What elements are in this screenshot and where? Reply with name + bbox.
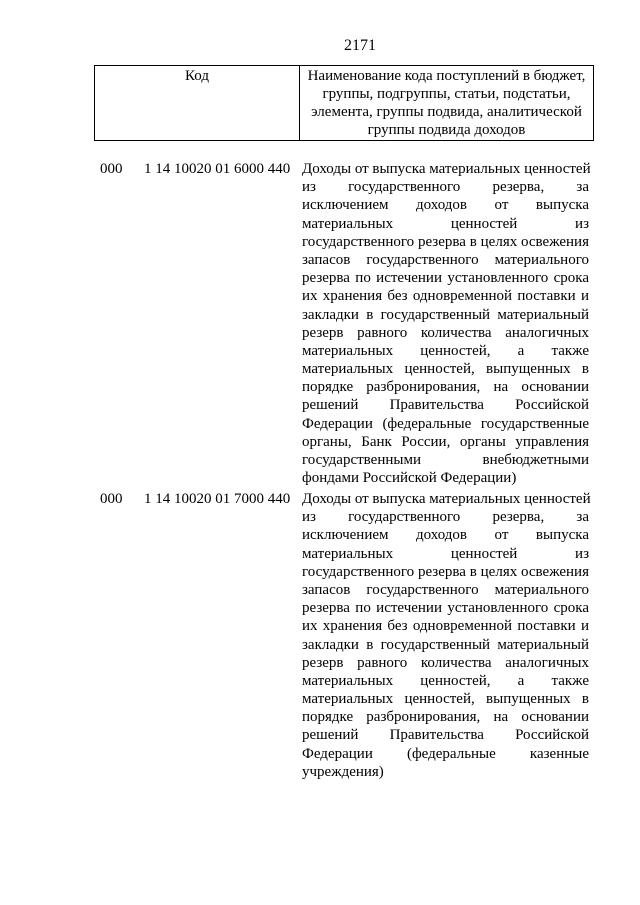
header-name-cell — [300, 66, 594, 141]
description-line: Федерации (федеральные казенные — [302, 745, 589, 762]
description-line: их хранения без одновременной поставки и — [302, 618, 589, 635]
header-name-line: Наименование кода поступлений в бюджет, — [307, 68, 586, 84]
description-line: государственного резерва в целях освежения — [302, 563, 589, 580]
description-line: запасов государственного материального — [302, 581, 589, 598]
description-line: порядке разбронирования, на основании — [302, 379, 589, 396]
description-line: исключением доходов от выпуска — [302, 197, 589, 214]
header-name-line: элемента, группы подвида, аналитической — [311, 104, 582, 120]
row-prefix: 000 — [100, 491, 123, 507]
description-line: резерва по истечении установленного срока — [302, 600, 589, 617]
description-line: резерв равного количества аналогичных — [302, 654, 589, 671]
description-line: закладки в государственный материальный — [302, 636, 589, 653]
description-line: решений Правительства Российской — [302, 727, 589, 744]
row-prefix: 000 — [100, 161, 123, 177]
description-line: материальных ценностей, выпущенных в — [302, 361, 589, 378]
row-description — [302, 490, 589, 781]
row-code: 1 14 10020 01 6000 440 — [144, 161, 291, 177]
page-number: 2171 — [344, 37, 376, 54]
description-line: их хранения без одновременной поставки и — [302, 288, 589, 305]
description-line: Доходы от выпуска материальных ценностей — [302, 491, 591, 507]
description-line: учреждения) — [302, 763, 384, 780]
header-code-cell — [95, 66, 300, 141]
description-line: резерв равного количества аналогичных — [302, 324, 589, 341]
description-line: порядке разбронирования, на основании — [302, 709, 589, 726]
description-line: материальных ценностей из — [302, 545, 589, 562]
header-name-line: группы, подгруппы, статьи, подстатьи, — [322, 86, 571, 102]
description-line: Федерации (федеральные государственные — [302, 415, 589, 432]
description-line: решений Правительства Российской — [302, 397, 589, 414]
description-line: фондами Российской Федерации) — [302, 470, 517, 487]
row-code: 1 14 10020 01 7000 440 — [144, 491, 291, 507]
header-code-label: Код — [185, 68, 209, 84]
description-line: материальных ценностей, а также — [302, 342, 589, 359]
description-line: резерва по истечении установленного срока — [302, 270, 589, 287]
description-line: Доходы от выпуска материальных ценностей — [302, 161, 591, 177]
description-line: органы, Банк России, органы управления — [302, 433, 589, 450]
description-line: из государственного резерва, за — [302, 509, 589, 526]
row-description — [302, 160, 589, 487]
description-line: материальных ценностей из — [302, 215, 589, 232]
description-line: материальных ценностей, выпущенных в — [302, 691, 589, 708]
description-line: закладки в государственный материальный — [302, 306, 589, 323]
description-line: из государственного резерва, за — [302, 179, 589, 196]
header-name-line: группы подвида доходов — [367, 122, 526, 138]
description-line: исключением доходов от выпуска — [302, 527, 589, 544]
description-line: запасов государственного материального — [302, 251, 589, 268]
description-line: материальных ценностей, а также — [302, 672, 589, 689]
header-table — [94, 65, 594, 141]
description-line: государственными внебюджетными — [302, 452, 589, 468]
description-line: государственного резерва в целях освежения — [302, 233, 589, 250]
